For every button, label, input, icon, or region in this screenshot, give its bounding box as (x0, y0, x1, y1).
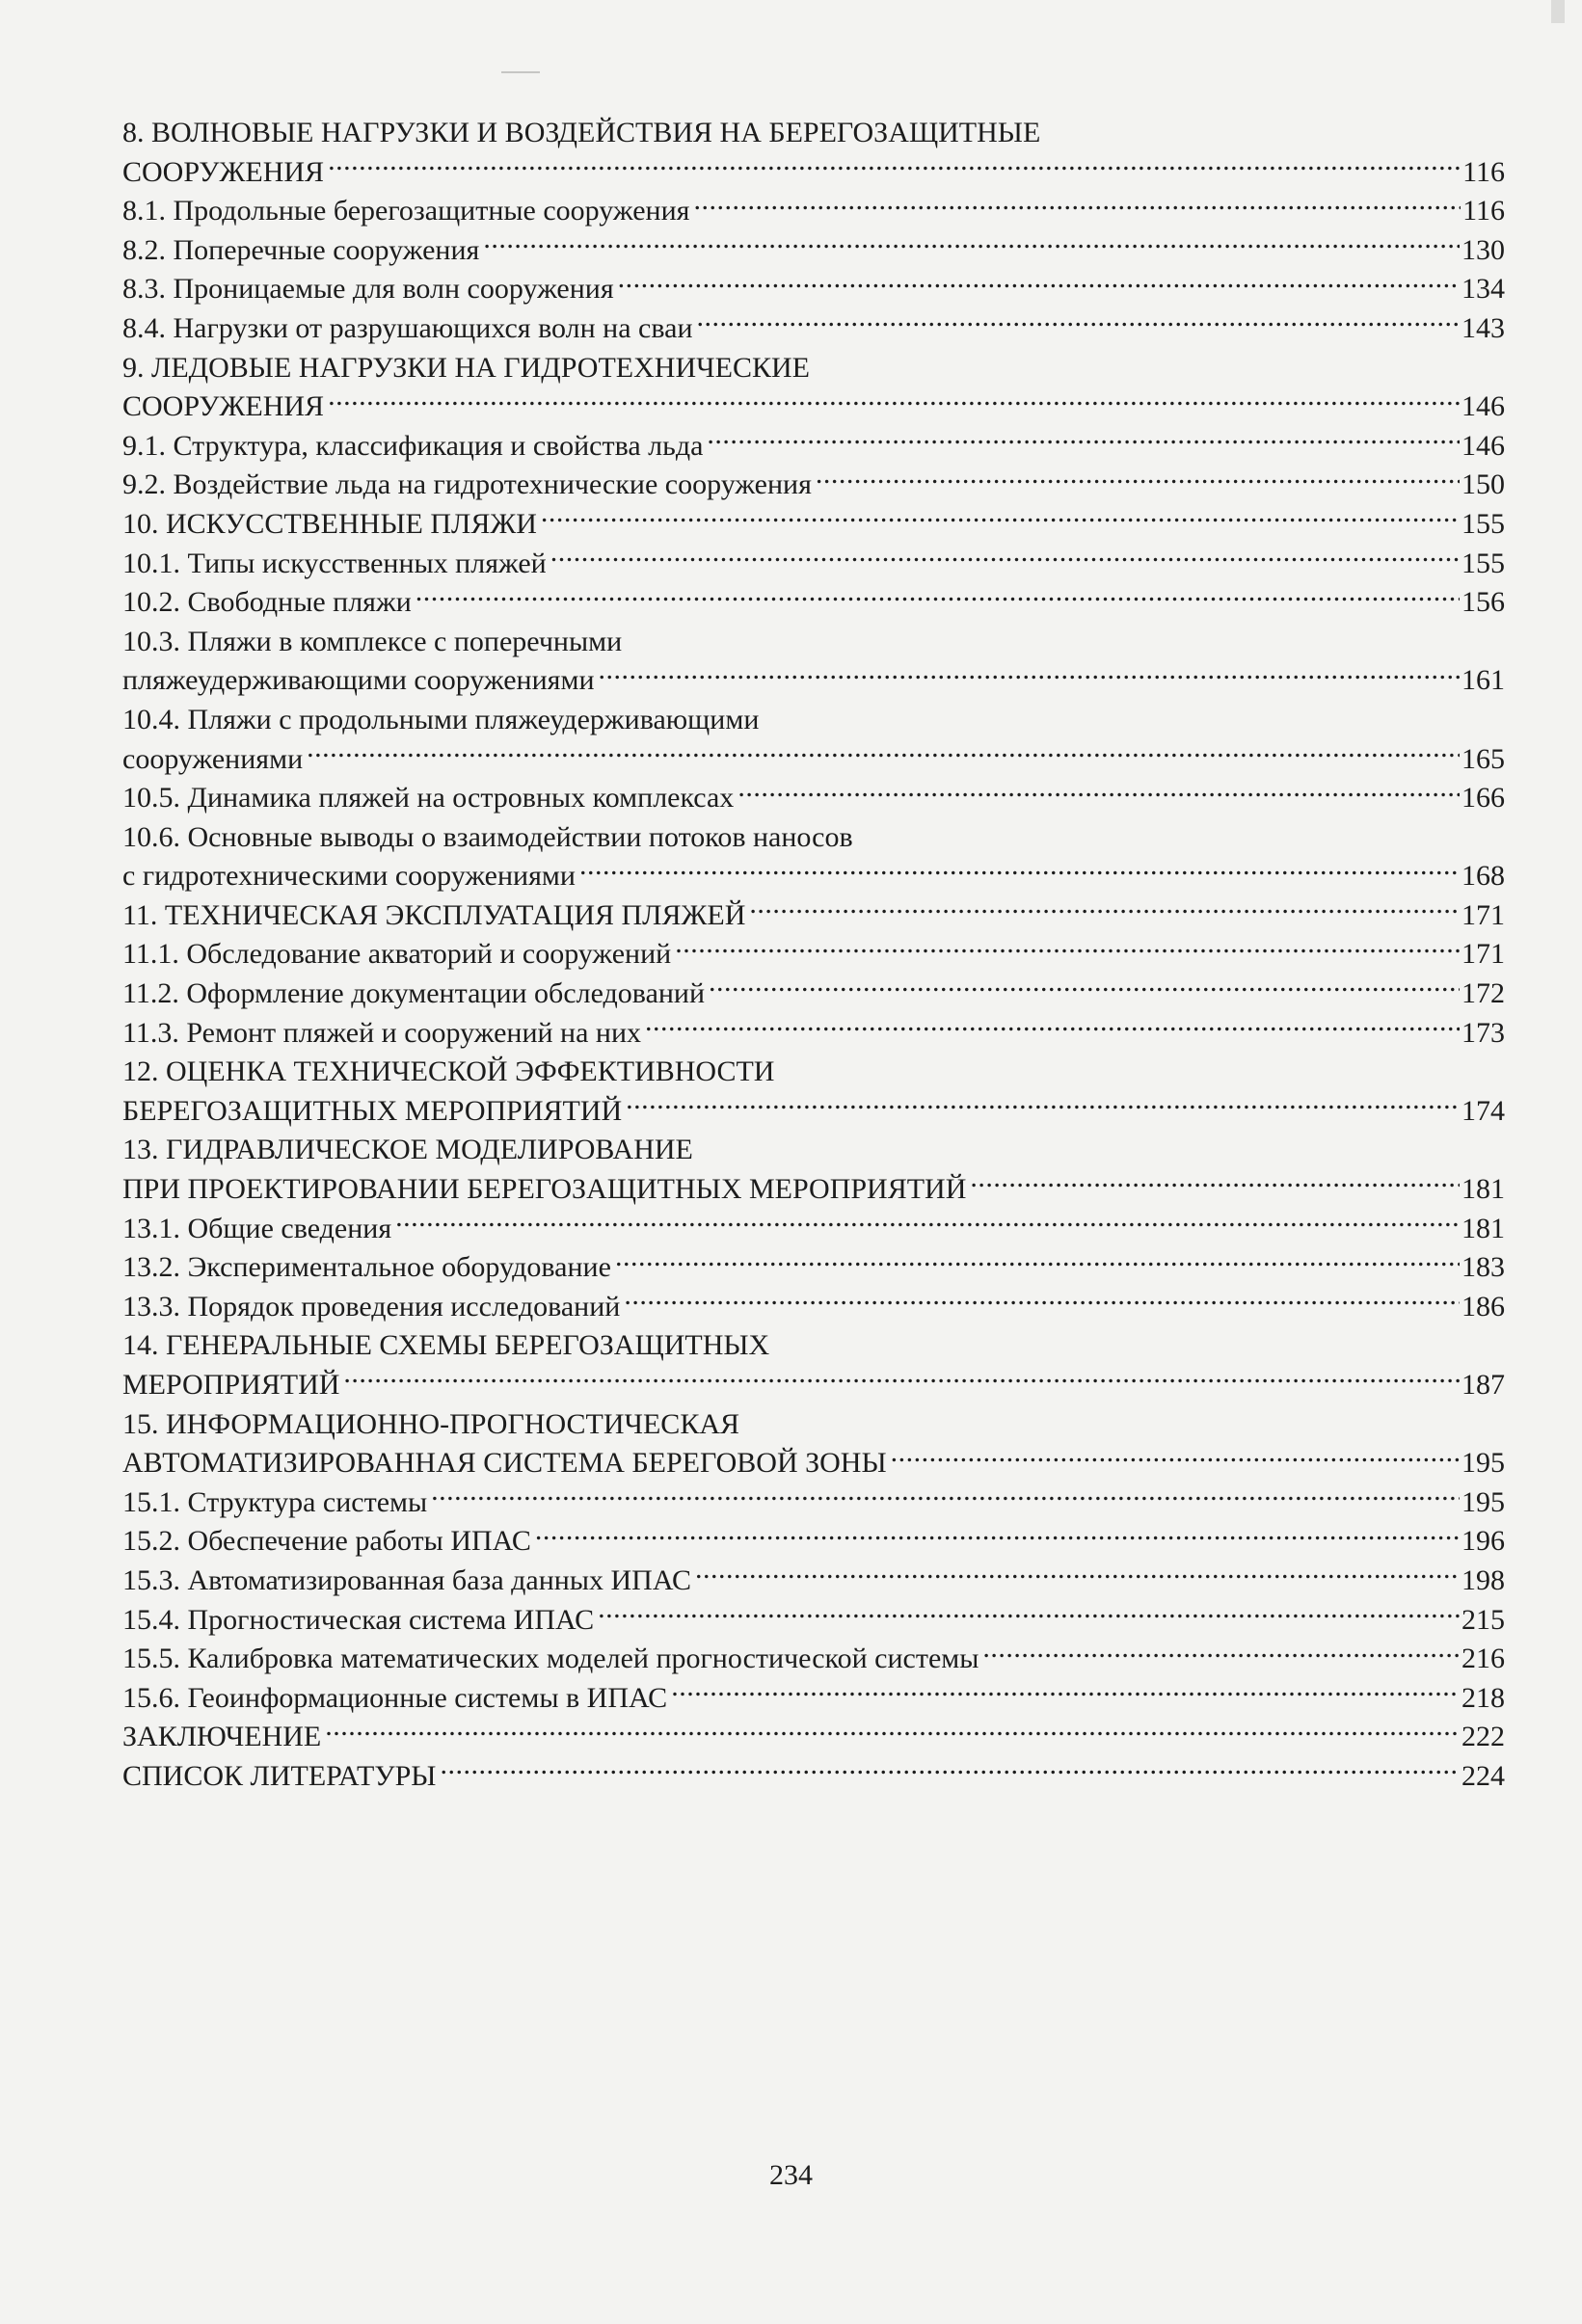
dot-leader (550, 547, 1460, 573)
toc-entry-title: 9.1. Структура, классификация и свойства льда (122, 429, 704, 462)
toc-entry-line-last (122, 505, 1505, 545)
toc-entry-title: 10. ИСКУССТВЕННЫЕ ПЛЯЖИ (122, 507, 537, 540)
toc-entry-title: с гидротехническими сооружениями (122, 860, 576, 893)
dot-leader (416, 585, 1460, 611)
toc-entry-title: ПРИ ПРОЕКТИРОВАНИИ БЕРЕГОЗАЩИТНЫХ МЕРОПРИЯТИЙ (122, 1173, 967, 1206)
toc-entry-title: 11.3. Ремонт пляжей и сооружений на них (122, 1016, 642, 1049)
toc-entry-page: 150 (1461, 468, 1505, 501)
dot-leader (707, 429, 1460, 455)
dot-leader (970, 1172, 1460, 1198)
toc-entry-page: 146 (1461, 429, 1505, 462)
toc-entry-line-last (122, 1248, 1505, 1288)
toc-entry-title: 13.3. Порядок проведения исследований (122, 1290, 621, 1322)
toc-entry-page: 166 (1461, 782, 1505, 815)
toc-entry-line-last (122, 466, 1505, 505)
toc-entry (122, 1757, 1505, 1797)
toc-entry-line-last (122, 1483, 1505, 1523)
toc-entry-line-last (122, 975, 1505, 1014)
toc-entry (122, 349, 1505, 427)
toc-entry-title: 13. ГИДРАВЛИЧЕСКОЕ МОДЕЛИРОВАНИЕ (122, 1134, 693, 1166)
toc-entry-page: 171 (1461, 938, 1505, 971)
toc-entry-title: БЕРЕГОЗАЩИТНЫХ МЕРОПРИЯТИЙ (122, 1094, 623, 1127)
toc-entry-line-last (122, 1757, 1505, 1797)
toc-entry-title: 11. ТЕХНИЧЕСКАЯ ЭКСПЛУАТАЦИЯ ПЛЯЖЕЙ (122, 898, 746, 931)
dot-leader (328, 389, 1460, 415)
toc-entry-page: 173 (1461, 1016, 1505, 1049)
toc-entry-page: 195 (1461, 1447, 1505, 1480)
toc-entry (122, 545, 1505, 584)
toc-entry-title: пляжеудерживающими сооружениями (122, 664, 595, 697)
toc-entry (122, 1601, 1505, 1641)
toc-entry-line-last (122, 1562, 1505, 1601)
toc-entry (122, 935, 1505, 975)
dot-leader (749, 898, 1460, 924)
dot-leader (541, 507, 1460, 533)
toc-entry-page: 196 (1461, 1525, 1505, 1558)
toc-entry-page: 116 (1462, 195, 1505, 227)
toc-entry-page: 174 (1461, 1094, 1505, 1127)
toc-entry-line-last (122, 309, 1505, 349)
toc-entry-title: 14. ГЕНЕРАЛЬНЫЕ СХЕМЫ БЕРЕГОЗАЩИТНЫХ (122, 1329, 770, 1362)
toc-entry (122, 1053, 1505, 1131)
toc-entry-title: 15.4. Прогностическая система ИПАС (122, 1603, 595, 1636)
toc-entry-page: 171 (1461, 898, 1505, 931)
toc-entry-title: 8.4. Нагрузки от разрушающихся волн на сваи (122, 311, 693, 344)
toc-entry (122, 1483, 1505, 1523)
toc-entry-line (122, 1405, 1505, 1445)
toc-entry (122, 1679, 1505, 1719)
toc-entry-line-last (122, 1288, 1505, 1327)
toc-entry-title: 15.2. Обеспечение работы ИПАС (122, 1525, 531, 1558)
toc-entry-line-last (122, 661, 1505, 701)
toc-entry-title: сооружениями (122, 742, 304, 775)
toc-entry-title: 9. ЛЕДОВЫЕ НАГРУЗКИ НА ГИДРОТЕХНИЧЕСКИЕ (122, 351, 810, 384)
toc-entry-page: 143 (1461, 311, 1505, 344)
toc-entry (122, 192, 1505, 231)
toc-entry-page: 218 (1461, 1681, 1505, 1714)
toc-entry (122, 1718, 1505, 1757)
toc-entry-line-last (122, 1640, 1505, 1679)
dot-leader (599, 663, 1460, 689)
table-of-contents (122, 114, 1505, 1797)
toc-entry (122, 583, 1505, 623)
toc-entry-title: 8. ВОЛНОВЫЕ НАГРУЗКИ И ВОЗДЕЙСТВИЯ НА БЕРЕГОЗАЩИТНЫЕ (122, 117, 1041, 148)
toc-entry-line-last (122, 1679, 1505, 1719)
dot-leader (535, 1524, 1460, 1550)
toc-entry (122, 779, 1505, 818)
toc-entry-line-last (122, 1444, 1505, 1483)
toc-entry (122, 1405, 1505, 1483)
toc-entry (122, 896, 1505, 936)
toc-entry-title: 10.3. Пляжи в комплексе с поперечными (122, 625, 623, 657)
toc-entry-page: 224 (1461, 1759, 1505, 1792)
toc-entry-line-last (122, 896, 1505, 936)
toc-entry-line-last (122, 153, 1505, 193)
toc-entry-page: 168 (1461, 860, 1505, 893)
toc-entry-page: 130 (1461, 233, 1505, 266)
toc-entry (122, 1522, 1505, 1562)
toc-entry-title: 10.5. Динамика пляжей на островных комплексах (122, 782, 735, 815)
toc-entry (122, 1326, 1505, 1404)
toc-entry-line-last (122, 1092, 1505, 1132)
toc-entry (122, 1131, 1505, 1209)
dot-leader (395, 1212, 1460, 1238)
dot-leader (618, 272, 1460, 298)
toc-entry-line (122, 818, 1505, 858)
toc-entry-page: 155 (1461, 507, 1505, 540)
toc-entry-title: АВТОМАТИЗИРОВАННАЯ СИСТЕМА БЕРЕГОВОЙ ЗОНЫ (122, 1447, 887, 1480)
toc-entry-page: 155 (1461, 547, 1505, 579)
toc-entry-line-last (122, 545, 1505, 584)
toc-entry-page: 187 (1461, 1369, 1505, 1401)
toc-entry-title: СПИСОК ЛИТЕРАТУРЫ (122, 1759, 437, 1792)
toc-entry-title: 13.1. Общие сведения (122, 1212, 392, 1244)
toc-entry (122, 1248, 1505, 1288)
toc-entry (122, 505, 1505, 545)
toc-entry-line-last (122, 1014, 1505, 1054)
toc-entry-line-last (122, 779, 1505, 818)
toc-entry (122, 818, 1505, 896)
dot-leader (431, 1485, 1460, 1511)
toc-entry (122, 309, 1505, 349)
toc-entry-title: 8.1. Продольные берегозащитные сооружения (122, 195, 690, 227)
dot-leader (343, 1368, 1460, 1394)
dot-leader (483, 233, 1460, 259)
scan-mark (501, 71, 540, 73)
toc-entry-line-last (122, 583, 1505, 623)
toc-entry-page: 172 (1461, 977, 1505, 1010)
toc-entry-title: 10.1. Типы искусственных пляжей (122, 547, 547, 579)
toc-entry (122, 231, 1505, 271)
toc-entry-title: 11.2. Оформление документации обследований (122, 977, 706, 1010)
dot-leader (598, 1603, 1460, 1629)
toc-entry-page: 186 (1461, 1290, 1505, 1322)
toc-entry-page: 134 (1461, 273, 1505, 306)
toc-entry (122, 114, 1505, 192)
toc-entry-line-last (122, 270, 1505, 309)
toc-entry-page: 215 (1461, 1603, 1505, 1636)
toc-entry-line-last (122, 935, 1505, 975)
page-number: 234 (769, 2159, 813, 2191)
toc-entry-title: СООРУЖЕНИЯ (122, 155, 325, 188)
toc-entry (122, 1640, 1505, 1679)
toc-entry-line-last (122, 1718, 1505, 1757)
toc-entry-line (122, 1326, 1505, 1366)
toc-entry (122, 270, 1505, 309)
toc-entry-title: 12. ОЦЕНКА ТЕХНИЧЕСКОЙ ЭФФЕКТИВНОСТИ (122, 1055, 775, 1088)
toc-entry-title: 15. ИНФОРМАЦИОННО-ПРОГНОСТИЧЕСКАЯ (122, 1407, 740, 1440)
dot-leader (645, 1016, 1460, 1042)
toc-entry-title: 10.6. Основные выводы о взаимодействии потоков наносов (122, 820, 853, 853)
toc-entry-line-last (122, 192, 1505, 231)
toc-entry-line-last (122, 427, 1505, 467)
dot-leader (982, 1642, 1460, 1668)
toc-entry-line-last (122, 231, 1505, 271)
toc-entry (122, 975, 1505, 1014)
page-edge-mark (1551, 0, 1565, 23)
dot-leader (626, 1094, 1460, 1120)
toc-entry-title: 13.2. Экспериментальное оборудование (122, 1251, 611, 1284)
dot-leader (307, 742, 1460, 768)
toc-entry-page: 181 (1461, 1212, 1505, 1244)
toc-entry-page: 183 (1461, 1251, 1505, 1284)
toc-entry-title: 8.3. Проницаемые для волн сооружения (122, 273, 614, 306)
toc-entry-line (122, 1053, 1505, 1092)
toc-entry-page: 156 (1461, 586, 1505, 619)
toc-entry-line (122, 114, 1505, 153)
toc-entry-line (122, 1131, 1505, 1170)
toc-entry (122, 1288, 1505, 1327)
dot-leader (891, 1446, 1460, 1472)
dot-leader (325, 1720, 1460, 1746)
toc-entry-page: 198 (1461, 1563, 1505, 1596)
toc-entry-title: СООРУЖЕНИЯ (122, 390, 325, 423)
toc-entry (122, 701, 1505, 779)
dot-leader (440, 1759, 1460, 1785)
toc-entry-title: МЕРОПРИЯТИЙ (122, 1369, 340, 1401)
toc-entry-title: 15.5. Калибровка математических моделей прогностической системы (122, 1643, 979, 1675)
toc-entry (122, 1562, 1505, 1601)
toc-entry (122, 427, 1505, 467)
dot-leader (695, 1563, 1460, 1589)
toc-entry-page: 195 (1461, 1485, 1505, 1518)
toc-entry-title: 10.2. Свободные пляжи (122, 586, 412, 619)
toc-entry-line-last (122, 857, 1505, 896)
toc-entry-page: 181 (1461, 1173, 1505, 1206)
toc-entry-title: ЗАКЛЮЧЕНИЕ (122, 1721, 322, 1753)
toc-entry-page: 161 (1461, 664, 1505, 697)
dot-leader (816, 467, 1460, 494)
dot-leader (615, 1250, 1460, 1276)
toc-entry-page: 216 (1461, 1643, 1505, 1675)
toc-entry-title: 15.1. Структура системы (122, 1485, 428, 1518)
toc-entry-line-last (122, 387, 1505, 427)
dot-leader (697, 311, 1460, 337)
toc-entry (122, 1014, 1505, 1054)
toc-entry-line-last (122, 740, 1505, 780)
toc-entry (122, 1210, 1505, 1249)
toc-entry-title: 10.4. Пляжи с продольными пляжеудерживающими (122, 703, 760, 735)
toc-entry-line (122, 701, 1505, 740)
toc-entry-page: 165 (1461, 742, 1505, 775)
toc-entry (122, 623, 1505, 701)
toc-entry-line (122, 623, 1505, 662)
toc-entry-page: 146 (1461, 390, 1505, 423)
dot-leader (579, 859, 1460, 885)
toc-entry-title: 11.1. Обследование акваторий и сооружений (122, 938, 672, 971)
toc-entry-page: 222 (1461, 1721, 1505, 1753)
toc-entry-title: 9.2. Воздействие льда на гидротехнические сооружения (122, 468, 812, 501)
toc-entry-title: 15.3. Автоматизированная база данных ИПАС (122, 1563, 692, 1596)
dot-leader (737, 781, 1460, 807)
toc-entry-line-last (122, 1170, 1505, 1210)
toc-entry-line (122, 349, 1505, 388)
toc-entry-title: 8.2. Поперечные сооружения (122, 233, 480, 266)
dot-leader (671, 1681, 1460, 1707)
dot-leader (709, 976, 1460, 1002)
dot-leader (675, 937, 1460, 963)
toc-entry-line-last (122, 1601, 1505, 1641)
dot-leader (624, 1290, 1460, 1316)
toc-entry (122, 466, 1505, 505)
dot-leader (328, 155, 1461, 181)
toc-entry-page: 116 (1462, 155, 1505, 188)
toc-entry-line-last (122, 1522, 1505, 1562)
dot-leader (693, 194, 1461, 220)
toc-entry-line-last (122, 1210, 1505, 1249)
toc-entry-line-last (122, 1366, 1505, 1405)
toc-entry-title: 15.6. Геоинформационные системы в ИПАС (122, 1681, 668, 1714)
